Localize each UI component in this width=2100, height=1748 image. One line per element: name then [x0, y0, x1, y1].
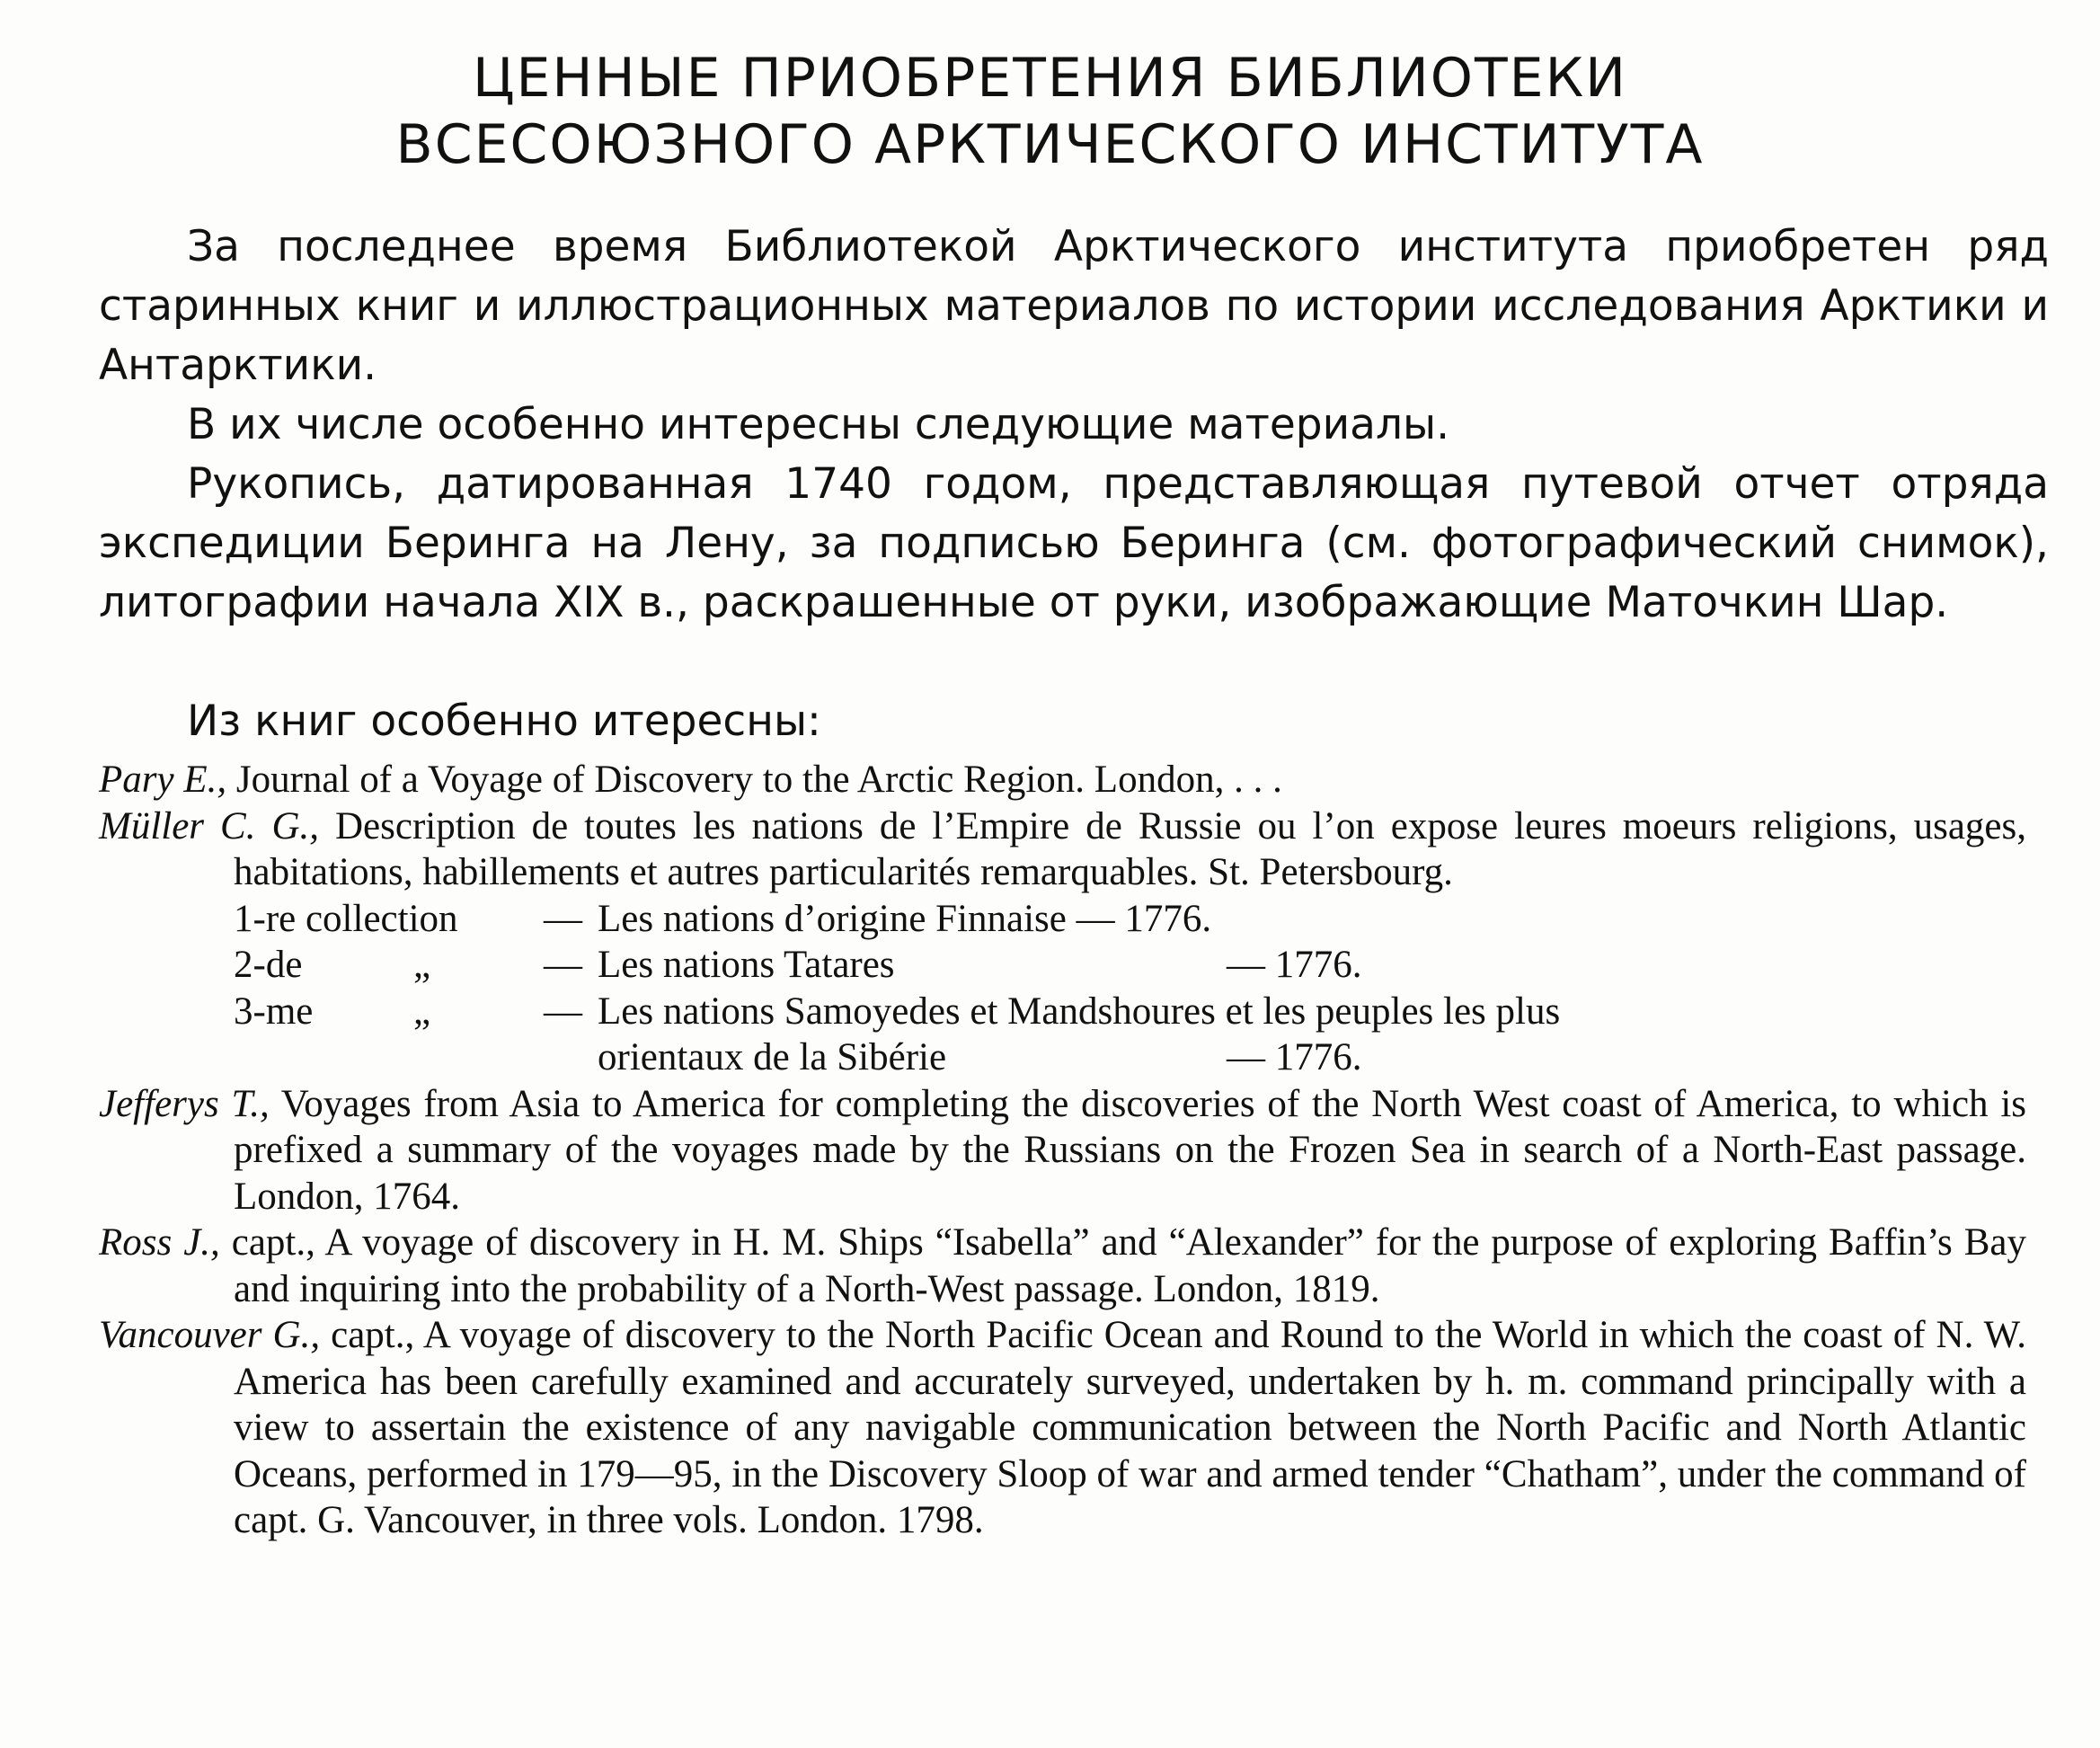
collection-title: orientaux de la Sibérie: [598, 1036, 947, 1078]
reference-text: capt., A voyage of discovery to the North Pacific Ocean and Round to the World in which the coast of N. W. America has been carefully examined and accurately surveyed, undertaken by h. m. command principally with a view to assertain the existence of any navigable communication between the North Pacific and North Atlantic Oceans, performed in 179—95, in the Discovery Sloop of war and armed tender “Chatham”, under the command of capt. G. Vancouver, in three vols. London. 1798.: [234, 1314, 2027, 1541]
reference-entry: [99, 757, 2026, 803]
reference-text: Voyages from Asia to America for completing the discoveries of the North West coast of America, to which is prefixed a summary of the voyages made by the Russians on the Frozen Sea in search of a North-East passage. London, 1764.: [234, 1082, 2026, 1218]
collection-row: [234, 942, 2026, 989]
collection-row: [234, 896, 2026, 943]
reference-author: Müller C. G.,: [99, 804, 319, 847]
collection-ditto: „: [413, 944, 431, 986]
paragraph-manuscript: Рукопись, датированная 1740 годом, представляющая путевой отчет отряда экспедиции Беринга на Лену, за подписью Беринга (см. фотографический снимок), литографии начала XIX в., раскрашенные от руки, изображающие Маточкин Шар.: [99, 459, 2049, 627]
reference-text: Description de toutes les nations de l’Empire de Russie ou l’on expose leures moeurs religions, usages, habitations, habillements et autres particularités remarquables. St. Petersbourg.: [234, 804, 2026, 893]
reference-author: Ross J.,: [99, 1221, 220, 1264]
collection-label: 2-de: [234, 944, 303, 986]
collection-dash: —: [544, 897, 582, 940]
collection-dash: —: [544, 989, 582, 1033]
collection-title: Les nations d’origine Finnaise — 1776.: [598, 897, 1212, 940]
collection-row: [234, 989, 2026, 1035]
title-line-1: ЦЕННЫЕ ПРИОБРЕТЕНИЯ БИБЛИОТЕКИ: [472, 47, 1628, 110]
title-line-2: ВСЕСОЮЗНОГО АРКТИЧЕСКОГО ИНСТИТУТА: [395, 113, 1705, 176]
collection-row: [234, 1034, 2026, 1081]
collection-dash: —: [544, 944, 582, 986]
collection-ditto: „: [413, 989, 431, 1033]
paragraph-materials: В их числе особенно интересны следующие материалы.: [187, 400, 1450, 449]
reference-entry: [99, 803, 2026, 896]
reference-author: Vancouver G.,: [99, 1314, 321, 1356]
paragraph-books-intro: Из книг особенно итересны:: [187, 697, 821, 746]
reference-entry: [99, 1220, 2026, 1312]
collection-label: 3-me: [234, 989, 314, 1033]
collection-date: — 1776.: [1227, 1036, 1362, 1078]
reference-text: Journal of a Voyage of Discovery to the Arctic Region. London, . . .: [226, 759, 1282, 801]
reference-entry: [99, 1312, 2026, 1544]
collection-title: Les nations Tatares: [598, 944, 895, 986]
reference-list: [99, 757, 2026, 1544]
reference-entry: [99, 1081, 2026, 1220]
collection-title: Les nations Samoyedes et Mandshoures et les peuples les plus: [598, 989, 1561, 1033]
paragraph-intro: За последнее время Библиотекой Арктического института приобретен ряд старинных книг и иллюстрационных материалов по истории исследования Арктики и Антарктики.: [99, 222, 2049, 390]
collection-label: 1-re collection: [234, 897, 458, 940]
reference-text: capt., A voyage of discovery in H. M. Ships “Isabella” and “Alexander” for the purpose of exploring Baffin’s Bay and inquiring into the probability of a North-West passage. London, 1819.: [219, 1221, 2026, 1310]
collection-date: — 1776.: [1227, 944, 1362, 986]
reference-author: Jefferys T.,: [99, 1082, 270, 1125]
reference-author: Pary E.,: [99, 759, 227, 801]
